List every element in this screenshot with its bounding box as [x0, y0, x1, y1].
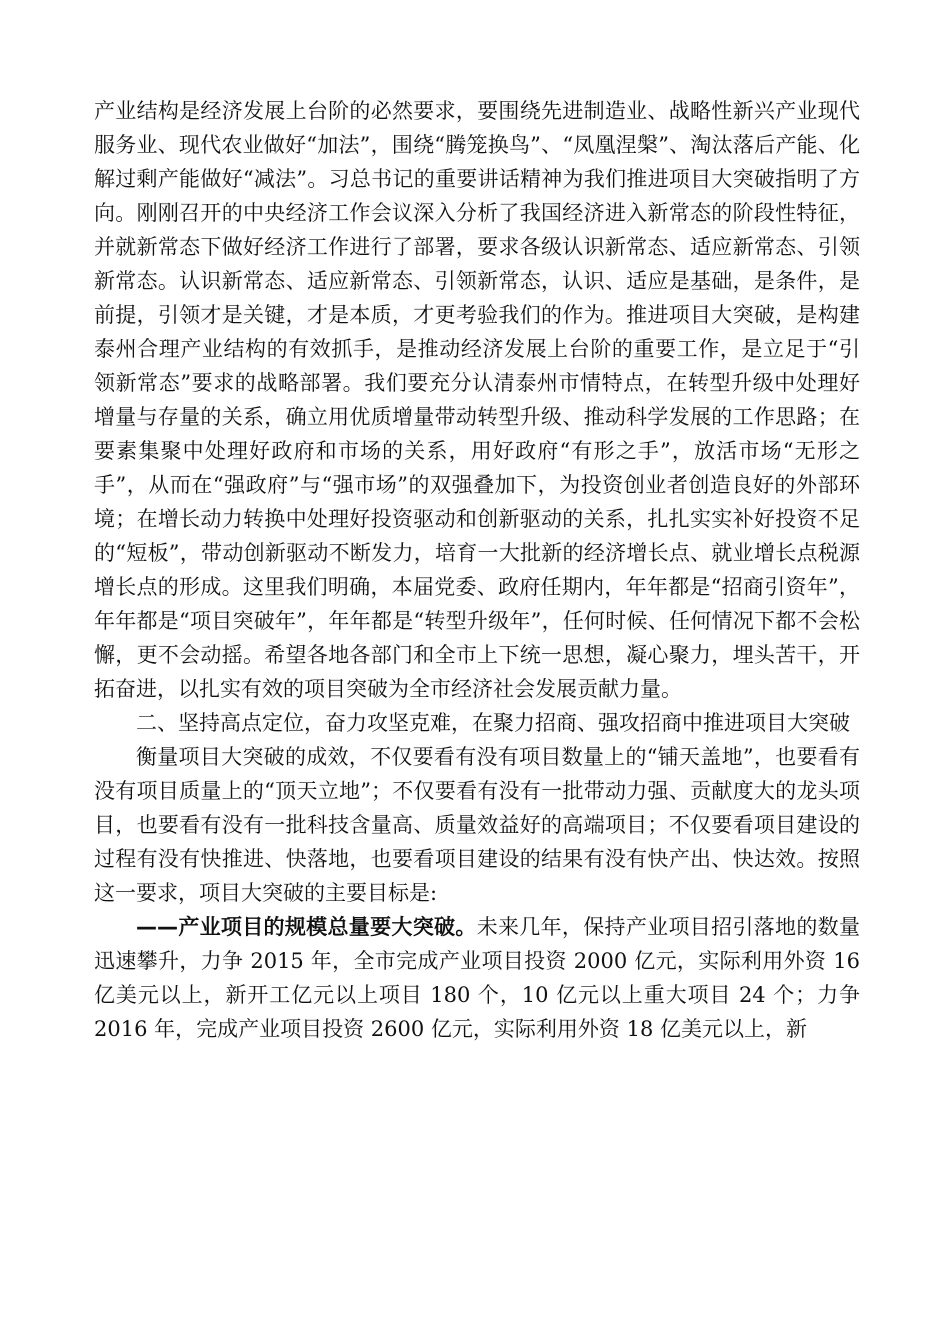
document-page [94, 94, 860, 1046]
section-heading-2: 二、坚持高点定位，奋力攻坚克难，在聚力招商、强攻招商中推进项目大突破 [136, 711, 850, 735]
paragraph-body: 未来几年，保持产业项目招引落地的数量迅速攀升，力争 2015 年，全市完成产业项目投资 2000 亿元，实际利用外资 16 亿美元以上，新开工亿元以上项目 180 个，10 亿元以上重大项目 24 个；力争 2016 年，完成产业项目投资 2600 亿元，实际利用外资 18 亿美元以上，新 [94, 915, 860, 1041]
paragraph-lead-bold: ——产业项目的规模总量要大突破。 [136, 915, 477, 939]
paragraph-measuring-results: 衡量项目大突破的成效，不仅要看有没有项目数量上的“铺天盖地”，也要看有没有项目质量上的“顶天立地”；不仅要看有没有一批带动力强、贡献度大的龙头项目，也要看有没有一批科技含量高、质量效益好的高端项目；不仅要看项目建设的过程有没有快推进、快落地，也要看项目建设的结果有没有快产出、快达效。按照这一要求，项目大突破的主要目标是: [94, 745, 860, 905]
paragraph-industrial-structure: 产业结构是经济发展上台阶的必然要求，要围绕先进制造业、战略性新兴产业现代服务业、现代农业做好“加法”，围绕“腾笼换鸟”、“凤凰涅槃”、淘汰落后产能、化解过剩产能做好“减法”。习总书记的重要讲话精神为我们推进项目大突破指明了方向。刚刚召开的中央经济工作会议深入分析了我国经济进入新常态的阶段性特征，并就新常态下做好经济工作进行了部署，要求各级认识新常态、适应新常态、引领新常态。认识新常态、适应新常态、引领新常态，认识、适应是基础，是条件，是前提，引领才是关键，才是本质，才更考验我们的作为。推进项目大突破，是构建泰州合理产业结构的有效抓手，是推动经济发展上台阶的重要工作，是立足于“引领新常态”要求的战略部署。我们要充分认清泰州市情特点，在转型升级中处理好增量与存量的关系，确立用优质增量带动转型升级、推动科学发展的工作思路；在要素集聚中处理好政府和市场的关系，用好政府“有形之手”，放活市场“无形之手”，从而在“强政府”与“强市场”的双强叠加下，为投资创业者创造良好的外部环境；在增长动力转换中处理好投资驱动和创新驱动的关系，扎扎实实补好投资不足的“短板”，带动创新驱动不断发力，培育一大批新的经济增长点、就业增长点税源增长点的形成。这里我们明确，本届党委、政府任期内，年年都是“招商引资年”，年年都是“项目突破年”，年年都是“转型升级年”，任何时候、任何情况下都不会松懈，更不会动摇。希望各地各部门和全市上下统一思想，凝心聚力，埋头苦干，开拓奋进，以扎实有效的项目突破为全市经济社会发展贡献力量。 [94, 99, 860, 701]
paragraph-scale-breakthrough [94, 910, 860, 1046]
